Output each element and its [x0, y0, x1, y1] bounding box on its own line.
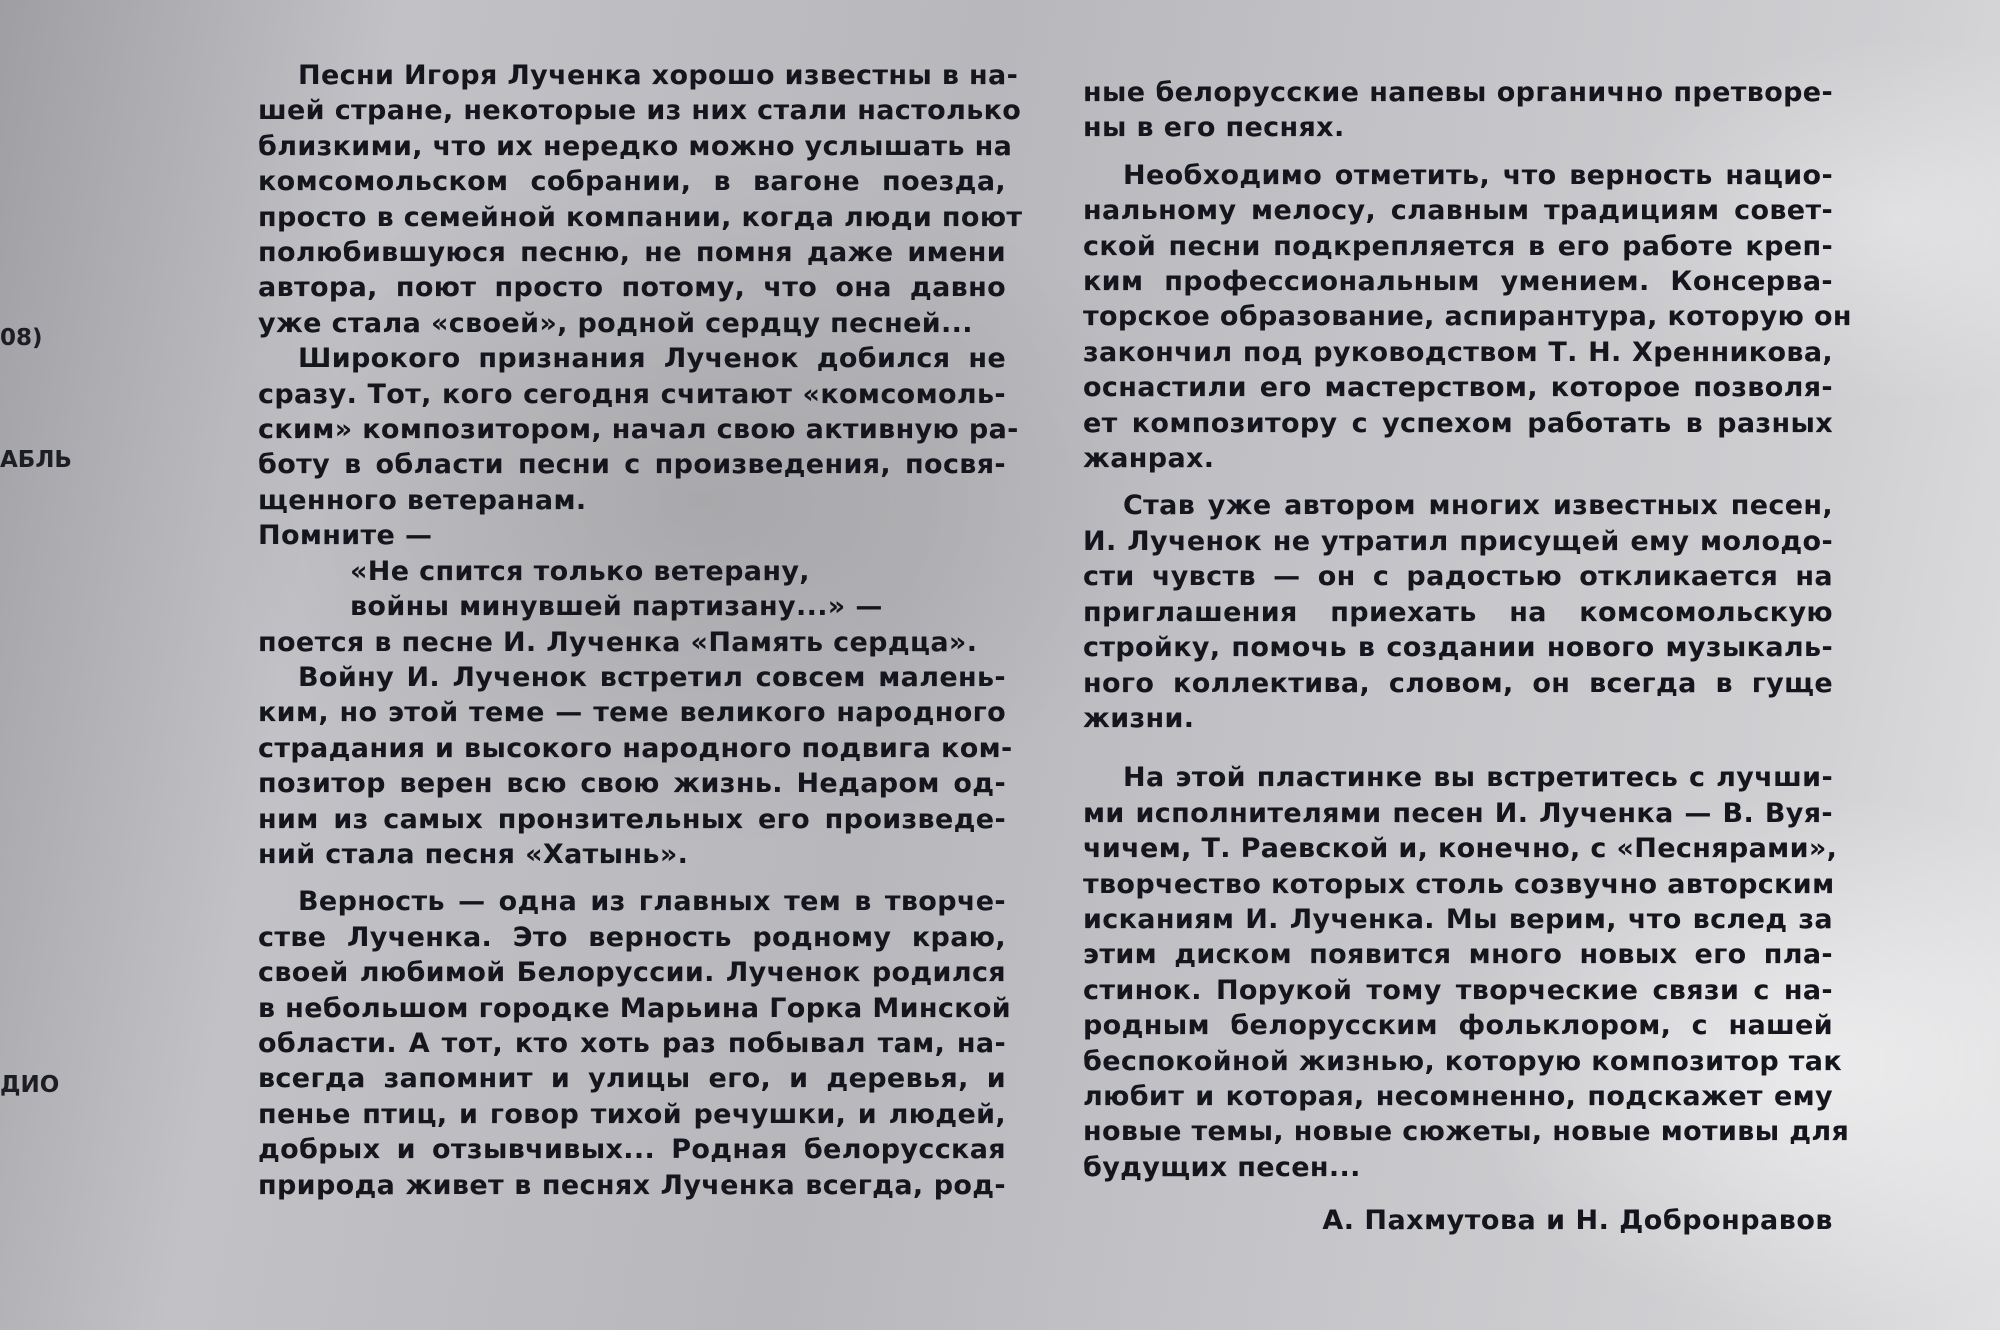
text-line: жизни. [1083, 702, 1195, 734]
text-line: добрых и отзывчивых... Родная белорусская [258, 1134, 1006, 1166]
text-line: закончил под руководством Т. Н. Хренникова, [1083, 336, 1833, 368]
text-line: Необходимо отметить, что верность нацио- [1123, 159, 1833, 191]
edge-fragment-3: ДИО [0, 1072, 60, 1098]
text-line: приглашения приехать на комсомольскую [1083, 596, 1833, 628]
text-line: чичем, Т. Раевской и, конечно, с «Песнярами», [1083, 833, 1838, 865]
left-text-column [258, 58, 1023, 1203]
text-line: исканиям И. Лученка. Мы верим, что вслед за [1083, 903, 1833, 935]
text-line: любит и которая, несомненно, подскажет ему [1083, 1080, 1833, 1112]
text-line: ные белорусские напевы органично претворе- [1083, 77, 1833, 108]
text-line: шей стране, некоторые из них стали настолько [258, 95, 1022, 127]
text-line: боту в области песни с произведения, посвя- [258, 449, 1006, 481]
text-line: ним из самых пронзительных его произведе- [258, 803, 1006, 835]
text-line: автора, поют просто потому, что она давно [258, 272, 1006, 304]
text-line: ским» композитором, начал свою активную ра- [258, 414, 1019, 446]
text-line: комсомольском собрании, в вагоне поезда, [258, 166, 1006, 198]
edge-fragment-1: 08) [0, 325, 43, 351]
text-line: нальному мелосу, славным традициям совет- [1083, 195, 1833, 227]
text-line: беспокойной жизнью, которую композитор так [1083, 1045, 1843, 1077]
text-line: Став уже автором многих известных песен, [1123, 490, 1833, 522]
text-line: всегда запомнит и улицы его, и деревья, и [258, 1063, 1006, 1095]
text-line: Песни Игоря Лученка хорошо известны в на- [298, 60, 1019, 91]
text-line: близкими, что их нередко можно услышать на [258, 130, 1013, 162]
text-line: природа живет в песнях Лученка всегда, род- [258, 1169, 1006, 1201]
poem-quote-line: войны минувшей партизану...» — [350, 591, 883, 623]
text-line: Помните — [258, 520, 433, 552]
text-line: области. А тот, кто хоть раз побывал там, на- [258, 1027, 1006, 1059]
text-line: ким профессиональным умением. Консерва- [1083, 266, 1833, 298]
text-line: ний стала песня «Хатынь». [258, 838, 689, 870]
text-line: будущих песен... [1083, 1151, 1361, 1183]
text-line: стинок. Порукой тому творческие связи с на- [1083, 974, 1833, 1006]
text-line: просто в семейной компании, когда люди поют [258, 201, 1023, 233]
text-line: родным белорусским фольклором, с нашей [1083, 1010, 1833, 1042]
text-line: торское образование, аспирантура, которую он [1083, 301, 1852, 333]
text-line: жанрах. [1083, 443, 1215, 475]
text-line: Широкого признания Лученок добился не [298, 343, 1006, 375]
text-line: ет композитору с успехом работать в разных [1083, 407, 1833, 439]
author-signature: А. Пахмутова и Н. Добронравов [1322, 1205, 1833, 1237]
text-line: творчество которых столь созвучно авторским [1083, 868, 1835, 900]
text-line: ны в его песнях. [1083, 112, 1345, 144]
text-line: полюбившуюся песню, не помня даже имени [258, 237, 1006, 269]
text-line: Верность — одна из главных тем в творче- [298, 886, 1006, 918]
text-line: щенного ветеранам. [258, 484, 587, 516]
edge-fragment-2: АБЛЬ [0, 447, 72, 473]
text-line: На этой пластинке вы встретитесь с лучши- [1123, 762, 1833, 794]
text-line: И. Лученок не утратил присущей ему молодо- [1083, 525, 1833, 557]
text-line: своей любимой Белоруссии. Лученок родился [258, 957, 1006, 989]
text-line: сти чувств — он с радостью откликается на [1083, 561, 1833, 593]
text-line: стройку, помочь в создании нового музыкаль- [1083, 632, 1833, 664]
poem-quote-line: «Не спится только ветерану, [350, 555, 810, 587]
text-line: ного коллектива, словом, он всегда в гуще [1083, 667, 1833, 699]
text-line: ми исполнителями песен И. Лученка — В. Вуя- [1083, 797, 1833, 829]
text-line: пенье птиц, и говор тихой речушки, и людей, [258, 1098, 1006, 1130]
right-text-column [1083, 75, 1852, 1239]
text-line: стве Лученка. Это верность родному краю, [258, 921, 1006, 953]
text-line: в небольшом городке Марьина Горка Минской [258, 992, 1012, 1024]
text-line: страдания и высокого народного подвига ком- [258, 732, 1013, 764]
text-line: сразу. Тот, кого сегодня считают «комсомоль- [258, 378, 1006, 410]
text-line: позитор верен всю свою жизнь. Недаром од- [258, 768, 1006, 800]
text-line: ской песни подкрепляется в его работе креп- [1083, 230, 1833, 262]
text-line: новые темы, новые сюжеты, новые мотивы для [1083, 1116, 1850, 1148]
text-line: поется в песне И. Лученка «Память сердца». [258, 626, 978, 658]
text-line: Войну И. Лученок встретил совсем малень- [298, 661, 1006, 693]
text-line: ким, но этой теме — теме великого народного [258, 697, 1006, 729]
text-line: уже стала «своей», родной сердцу песней... [258, 307, 973, 339]
text-line: этим диском появится много новых его пла- [1083, 939, 1833, 971]
text-line: оснастили его мастерством, которое позволя- [1083, 372, 1833, 404]
